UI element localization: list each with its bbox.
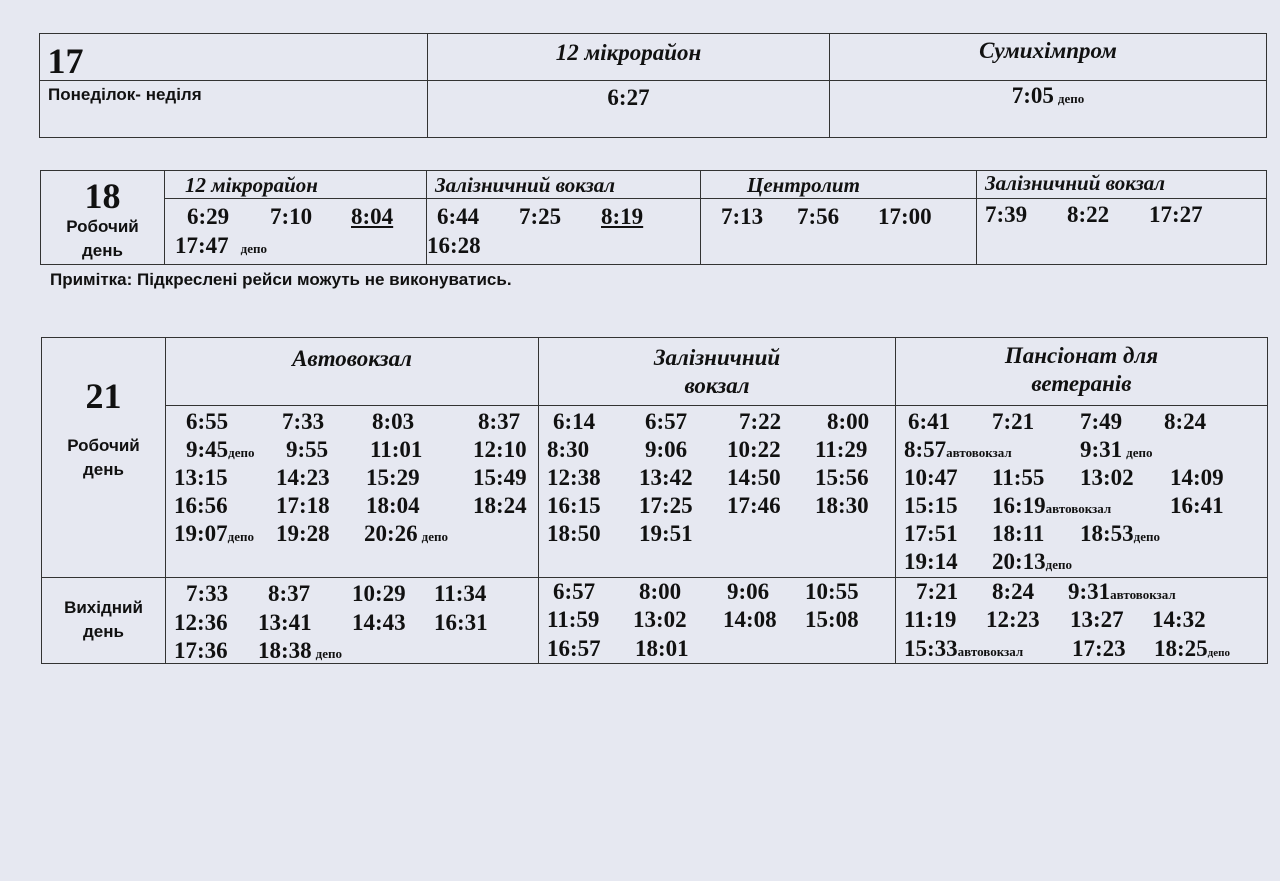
avt-suffix: автовокзал: [1110, 587, 1176, 602]
time: 7:39: [985, 202, 1028, 227]
route-18-day-line2: день: [82, 241, 123, 260]
time: 18:11: [992, 521, 1045, 546]
time: 10:47: [904, 465, 958, 490]
route-21-stop3-line1: Пансіонат для: [1004, 343, 1159, 368]
route-21-table: [41, 337, 1268, 664]
route-18-day-line1: Робочий: [66, 217, 139, 236]
route-21-wd-stop2-times: [539, 406, 896, 578]
route-18-stop2-times: [427, 199, 701, 265]
time: 9:31: [1068, 579, 1111, 604]
depot-suffix: депо: [240, 241, 268, 256]
time: 15:33: [904, 636, 958, 661]
avt-suffix: автовокзал: [957, 644, 1024, 659]
time: 13:27: [1070, 607, 1124, 632]
time: 6:44: [437, 204, 480, 229]
time: 12:10: [473, 437, 527, 462]
time: 9:06: [727, 579, 770, 604]
time: 18:24: [473, 493, 527, 518]
time: 6:57: [553, 579, 596, 604]
route-21-number: 21: [85, 376, 122, 416]
route-18-number: 18: [84, 176, 121, 216]
time: 11:01: [370, 437, 423, 462]
time: 14:32: [1152, 607, 1206, 632]
time: 17:00: [878, 204, 932, 229]
depot-suffix: депо: [421, 529, 449, 544]
route-21-wd-line1: Робочий: [67, 436, 140, 455]
time: 17:51: [904, 521, 958, 546]
route-18-label-cell: [41, 171, 165, 265]
time: 14:23: [276, 465, 330, 490]
time: 7:49: [1080, 409, 1123, 434]
time: 17:46: [727, 493, 781, 518]
route-17-time1-cell: [428, 81, 830, 138]
depot-suffix: депо: [1126, 445, 1153, 460]
time: 16:56: [174, 493, 228, 518]
route-21-wd-line2: день: [83, 460, 124, 479]
route-18-stop1-times: [165, 199, 427, 265]
avt-suffix: автовокзал: [1045, 501, 1112, 516]
time: 17:36: [174, 638, 228, 663]
time: 8:00: [827, 409, 870, 434]
time: 13:02: [633, 607, 687, 632]
time: 7:21: [916, 579, 959, 604]
time: 18:30: [815, 493, 869, 518]
time: 14:08: [723, 607, 777, 632]
time: 18:25: [1154, 636, 1208, 661]
route-21-stop1-header: [166, 338, 539, 406]
time: 14:50: [727, 465, 781, 490]
time: 8:37: [268, 581, 311, 606]
route-21-stop2-header: [539, 338, 896, 406]
time: 6:55: [186, 409, 229, 434]
time: 15:29: [366, 465, 420, 490]
time: 6:29: [187, 204, 230, 229]
depot-suffix: депо: [315, 646, 343, 661]
route-21-wd-stop3-times: [896, 406, 1268, 578]
time: 14:09: [1170, 465, 1224, 490]
time: 19:14: [904, 549, 958, 574]
time: 6:41: [908, 409, 951, 434]
time: 13:41: [258, 610, 312, 635]
time: 16:41: [1170, 493, 1224, 518]
time: 13:42: [639, 465, 693, 490]
route-21-we-line2: день: [83, 622, 124, 641]
time-underlined: 8:19: [601, 204, 644, 229]
route-17-stop2: Сумихімпром: [979, 38, 1117, 63]
time: 7:33: [186, 581, 229, 606]
route-18-table: [40, 170, 1267, 265]
route-21-stop2-line2: вокзал: [684, 373, 750, 398]
time: 8:00: [639, 579, 682, 604]
time: 8:24: [992, 579, 1035, 604]
time: 15:08: [805, 607, 859, 632]
time: 7:21: [992, 409, 1035, 434]
time: 16:28: [427, 233, 481, 258]
note: Примітка: Підкреслені рейси можуть не виконуватись.: [50, 270, 512, 289]
depot-suffix: депо: [228, 445, 255, 460]
time-underlined: 8:04: [351, 204, 394, 229]
time: 7:13: [721, 204, 764, 229]
route-17-number: 17: [47, 40, 84, 81]
time: 17:18: [276, 493, 330, 518]
time: 7:33: [282, 409, 325, 434]
route-21-we-stop1-times: [166, 578, 539, 664]
route-17-stop1-header: [428, 34, 830, 81]
route-17-time2-cell: [830, 81, 1267, 138]
time: 17:47: [175, 233, 229, 258]
route-17-day: Понеділок- неділя: [48, 85, 202, 104]
time: 16:31: [434, 610, 488, 635]
route-21-stop3-header: [896, 338, 1268, 406]
depot-suffix: депо: [1133, 529, 1161, 544]
time: 6:14: [553, 409, 596, 434]
time: 15:15: [904, 493, 958, 518]
time: 18:50: [547, 521, 601, 546]
time: 18:38: [258, 638, 312, 663]
route-18-stop3: Центролит: [747, 173, 860, 197]
time: 9:31: [1080, 437, 1123, 462]
route-18-stop2-header: [427, 171, 701, 199]
time: 7:25: [519, 204, 562, 229]
time: 8:22: [1067, 202, 1110, 227]
route-18-stop4: Залізничний вокзал: [985, 171, 1166, 195]
route-21-stop1: Автовокзал: [292, 346, 412, 371]
time: 11:34: [434, 581, 487, 606]
time: 12:23: [986, 607, 1040, 632]
time: 7:56: [797, 204, 840, 229]
time: 8:30: [547, 437, 590, 462]
time: 9:55: [286, 437, 329, 462]
time: 11:55: [992, 465, 1045, 490]
time: 17:25: [639, 493, 693, 518]
time: 11:19: [904, 607, 957, 632]
time: 9:45: [186, 437, 229, 462]
depot-suffix: депо: [1207, 647, 1230, 659]
route-21-we-label-cell: [42, 578, 166, 664]
time: 12:38: [547, 465, 601, 490]
time: 19:07: [174, 521, 228, 546]
route-17-stop1: 12 мікрорайон: [555, 40, 702, 65]
time: 8:57: [904, 437, 947, 462]
depot-suffix: депо: [227, 529, 255, 544]
route-21-stop3-line2: ветеранів: [1031, 371, 1132, 396]
route-17-table: [39, 33, 1267, 138]
route-18-stop3-header: [701, 171, 977, 199]
time: 18:01: [635, 636, 689, 661]
route-17-number-cell: [40, 34, 428, 81]
time: 11:59: [547, 607, 600, 632]
time: 17:27: [1149, 202, 1203, 227]
time: 9:06: [645, 437, 688, 462]
route-18-stop3-times: [701, 199, 977, 265]
route-18-stop4-times: [977, 199, 1267, 265]
time: 7:22: [739, 409, 782, 434]
route-21-we-stop3-times: [896, 578, 1268, 664]
time: 19:51: [639, 521, 693, 546]
time: 11:29: [815, 437, 868, 462]
route-17-time2-suffix: депо: [1057, 91, 1085, 106]
time: 8:03: [372, 409, 415, 434]
time: 19:28: [276, 521, 330, 546]
time: 16:57: [547, 636, 601, 661]
route-17-time2: 7:05: [1011, 83, 1054, 108]
route-17-stop2-header: [830, 34, 1267, 81]
avt-suffix: автовокзал: [946, 445, 1012, 460]
route-21-we-line1: Вихідний: [64, 598, 143, 617]
time: 8:24: [1164, 409, 1207, 434]
time: 14:43: [352, 610, 406, 635]
route-18-stop4-header: [977, 171, 1267, 199]
time: 8:37: [478, 409, 521, 434]
time: 17:23: [1072, 636, 1126, 661]
route-21-wd-stop1-times: [166, 406, 539, 578]
route-21-we-stop2-times: [539, 578, 896, 664]
route-21-stop2-line1: Залізничний: [653, 345, 781, 370]
time: 10:22: [727, 437, 781, 462]
time: 20:13: [992, 549, 1046, 574]
time: 16:19: [992, 493, 1046, 518]
time: 15:49: [473, 465, 527, 490]
time: 10:55: [805, 579, 859, 604]
route-18-stop2: Залізничний вокзал: [435, 173, 616, 197]
route-18-stop1-header: [165, 171, 427, 199]
time: 16:15: [547, 493, 601, 518]
time: 13:02: [1080, 465, 1134, 490]
time: 7:10: [270, 204, 313, 229]
time: 12:36: [174, 610, 228, 635]
route-18-stop1: 12 мікрорайон: [185, 173, 318, 197]
time: 20:26: [364, 521, 418, 546]
time: 15:56: [815, 465, 869, 490]
route-21-label-cell: [42, 338, 166, 578]
time: 13:15: [174, 465, 228, 490]
route-17-day-cell: [40, 81, 428, 138]
route-17-time1: 6:27: [607, 85, 650, 110]
time: 18:53: [1080, 521, 1134, 546]
time: 10:29: [352, 581, 406, 606]
time: 18:04: [366, 493, 420, 518]
depot-suffix: депо: [1045, 557, 1073, 572]
time: 6:57: [645, 409, 688, 434]
